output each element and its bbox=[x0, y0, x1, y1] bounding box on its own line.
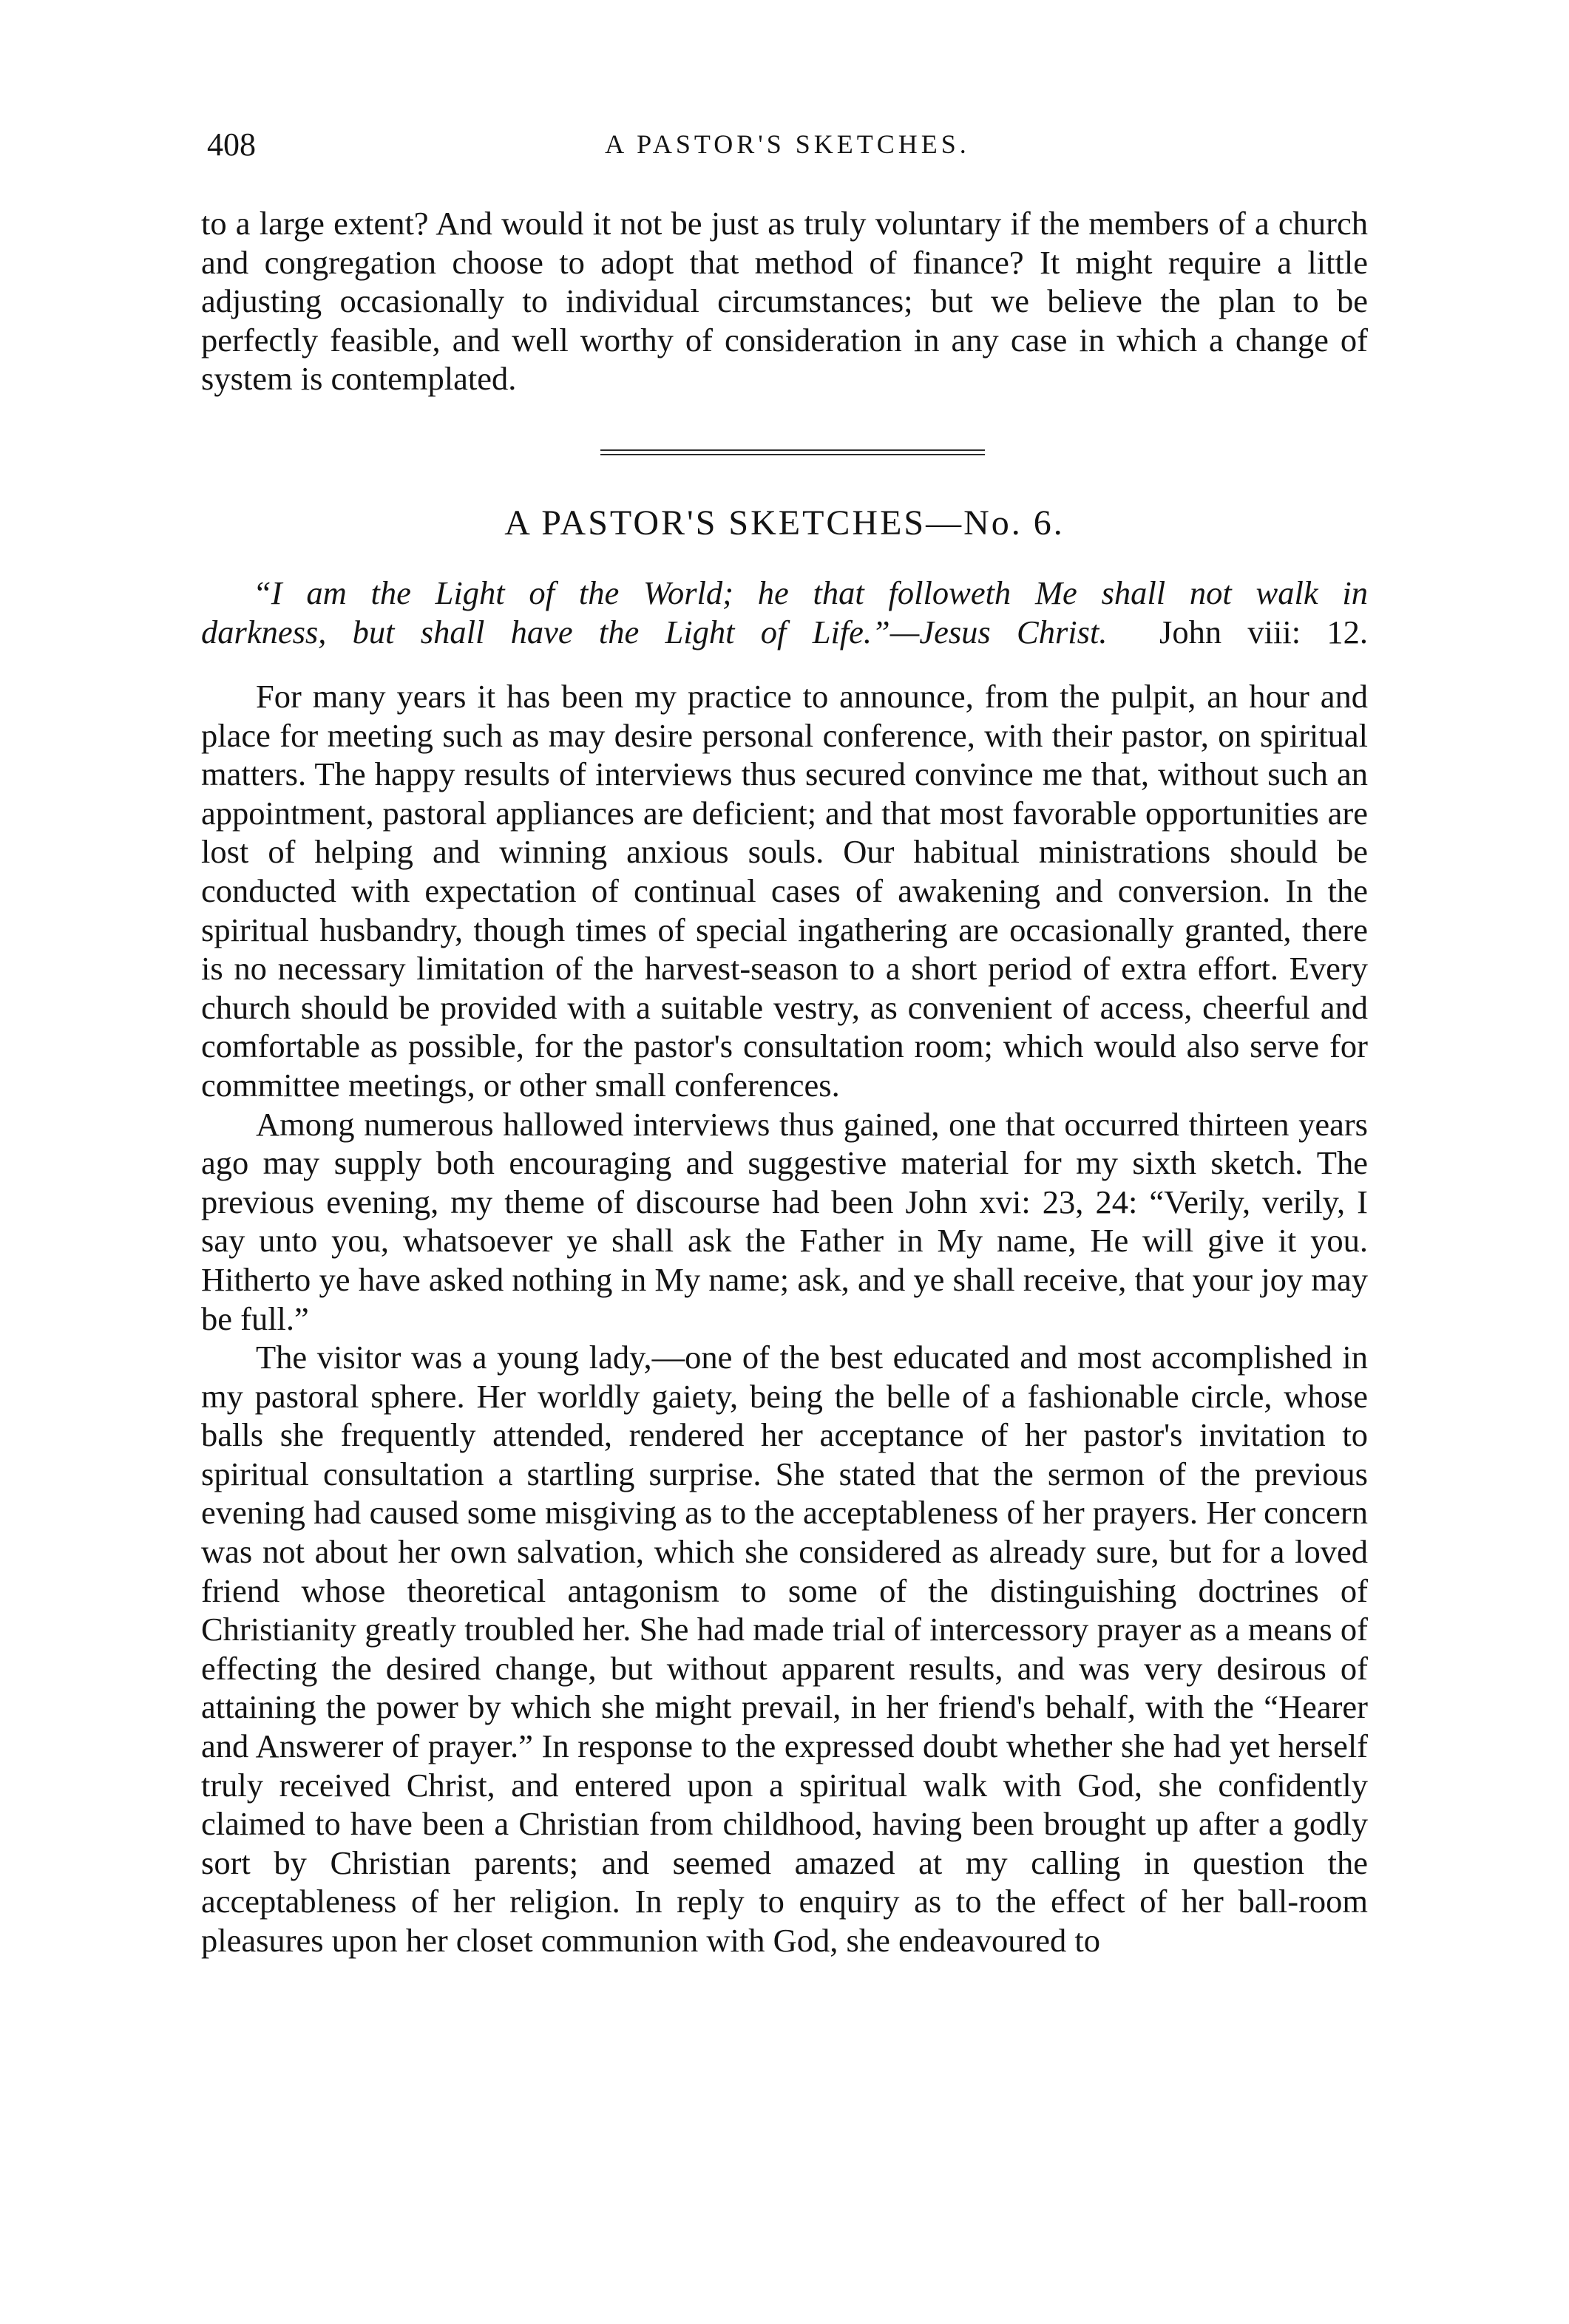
divider-rule-bottom bbox=[600, 454, 985, 455]
running-head bbox=[207, 126, 1368, 170]
article-body bbox=[201, 677, 1368, 1960]
continued-text bbox=[201, 204, 1368, 398]
running-title: A PASTOR'S SKETCHES. bbox=[605, 129, 970, 159]
body-paragraph-1: For many years it has been my practice to announce, from the pulpit, an hour and place for meeting such as may desire personal conference, with their pastor, on spiritual matters. The happy results of interviews thus secured convince me that, without such an appointment, pastoral appliances are deficient; and that most favorable opportunities are lost of helping and winning anxious souls. Our habitual ministrations should be conducted with expectation of continual cases of awakening and conversion. In the spiritual husbandry, though times of special ingathering are occasionally granted, there is no necessary limitation of the harvest-season to a short period of extra effort. Every church should be provided with a suitable vestry, as convenient of access, cheerful and comfortable as possible, for the pastor's consultation room; which would also serve for committee meetings, or other small conferences. bbox=[201, 678, 1368, 1104]
divider-rule-top bbox=[600, 449, 985, 451]
epigraph-reference: John viii: 12. bbox=[1159, 613, 1368, 650]
epigraph-quote-end: darkness, but shall have the Light of Life.”—Jesus Christ. bbox=[201, 613, 1108, 650]
body-paragraph-2: Among numerous hallowed interviews thus gained, one that occurred thirteen years ago may supply both encouraging and suggestive material for my sixth sketch. The previous evening, my theme of discourse had been John xvi: 23, 24: “Verily, verily, I say unto you, whatsoever ye shall ask the Father in My name, He will give it you. Hitherto ye have asked nothing in My name; ask, and ye shall receive, that your joy may be full.” bbox=[201, 1105, 1368, 1337]
epigraph bbox=[201, 574, 1368, 651]
continued-paragraph: to a large extent? And would it not be just as truly voluntary if the members of a church and congregation choose to adopt that method of finance? It might require a little adjusting occasionally to individual circumstances; but we believe the plan to be perfectly feasible, and well worthy of consideration in any case in which a change of system is contemplated. bbox=[201, 205, 1368, 398]
body-paragraph-3: The visitor was a young lady,—one of the best educated and most accomplished in my pastoral sphere. Her worldly gaiety, being the belle of a fashionable circle, whose balls she frequently attended, rendered her acceptance of her pastor's invitation to spiritual consultation a startling surprise. She stated that the sermon of the previous evening had caused some misgiving as to the acceptableness of her prayers. Her concern was not about her own salvation, which she considered as already sure, but for a loved friend whose theoretical antagonism to some of the distinguishing doctrines of Christianity greatly troubled her. She had made trial of intercessory prayer as a means of effecting the desired change, but without apparent results, and was very desirous of attaining the power by which she might prevail, in her friend's behalf, with the “Hearer and Answerer of prayer.” In response to the expressed doubt whether she had yet herself truly received Christ, and entered upon a spiritual walk with God, she confidently claimed to have been a Christian from childhood, having been brought up after a godly sort by Christian parents; and seemed amazed at my calling in question the acceptableness of her religion. In reply to enquiry as to the effect of her ball-room pleasures upon her closet communion with God, she endeavoured to bbox=[201, 1339, 1368, 1959]
article-title: A PASTOR'S SKETCHES—No. 6. bbox=[504, 503, 1065, 543]
section-divider bbox=[600, 449, 985, 457]
epigraph-line-2 bbox=[201, 613, 1368, 652]
page-number: 408 bbox=[207, 126, 256, 163]
epigraph-line-1 bbox=[201, 574, 1368, 613]
epigraph-quote-start: “I am the Light of the World; he that followeth Me shall not walk in bbox=[253, 574, 1368, 611]
